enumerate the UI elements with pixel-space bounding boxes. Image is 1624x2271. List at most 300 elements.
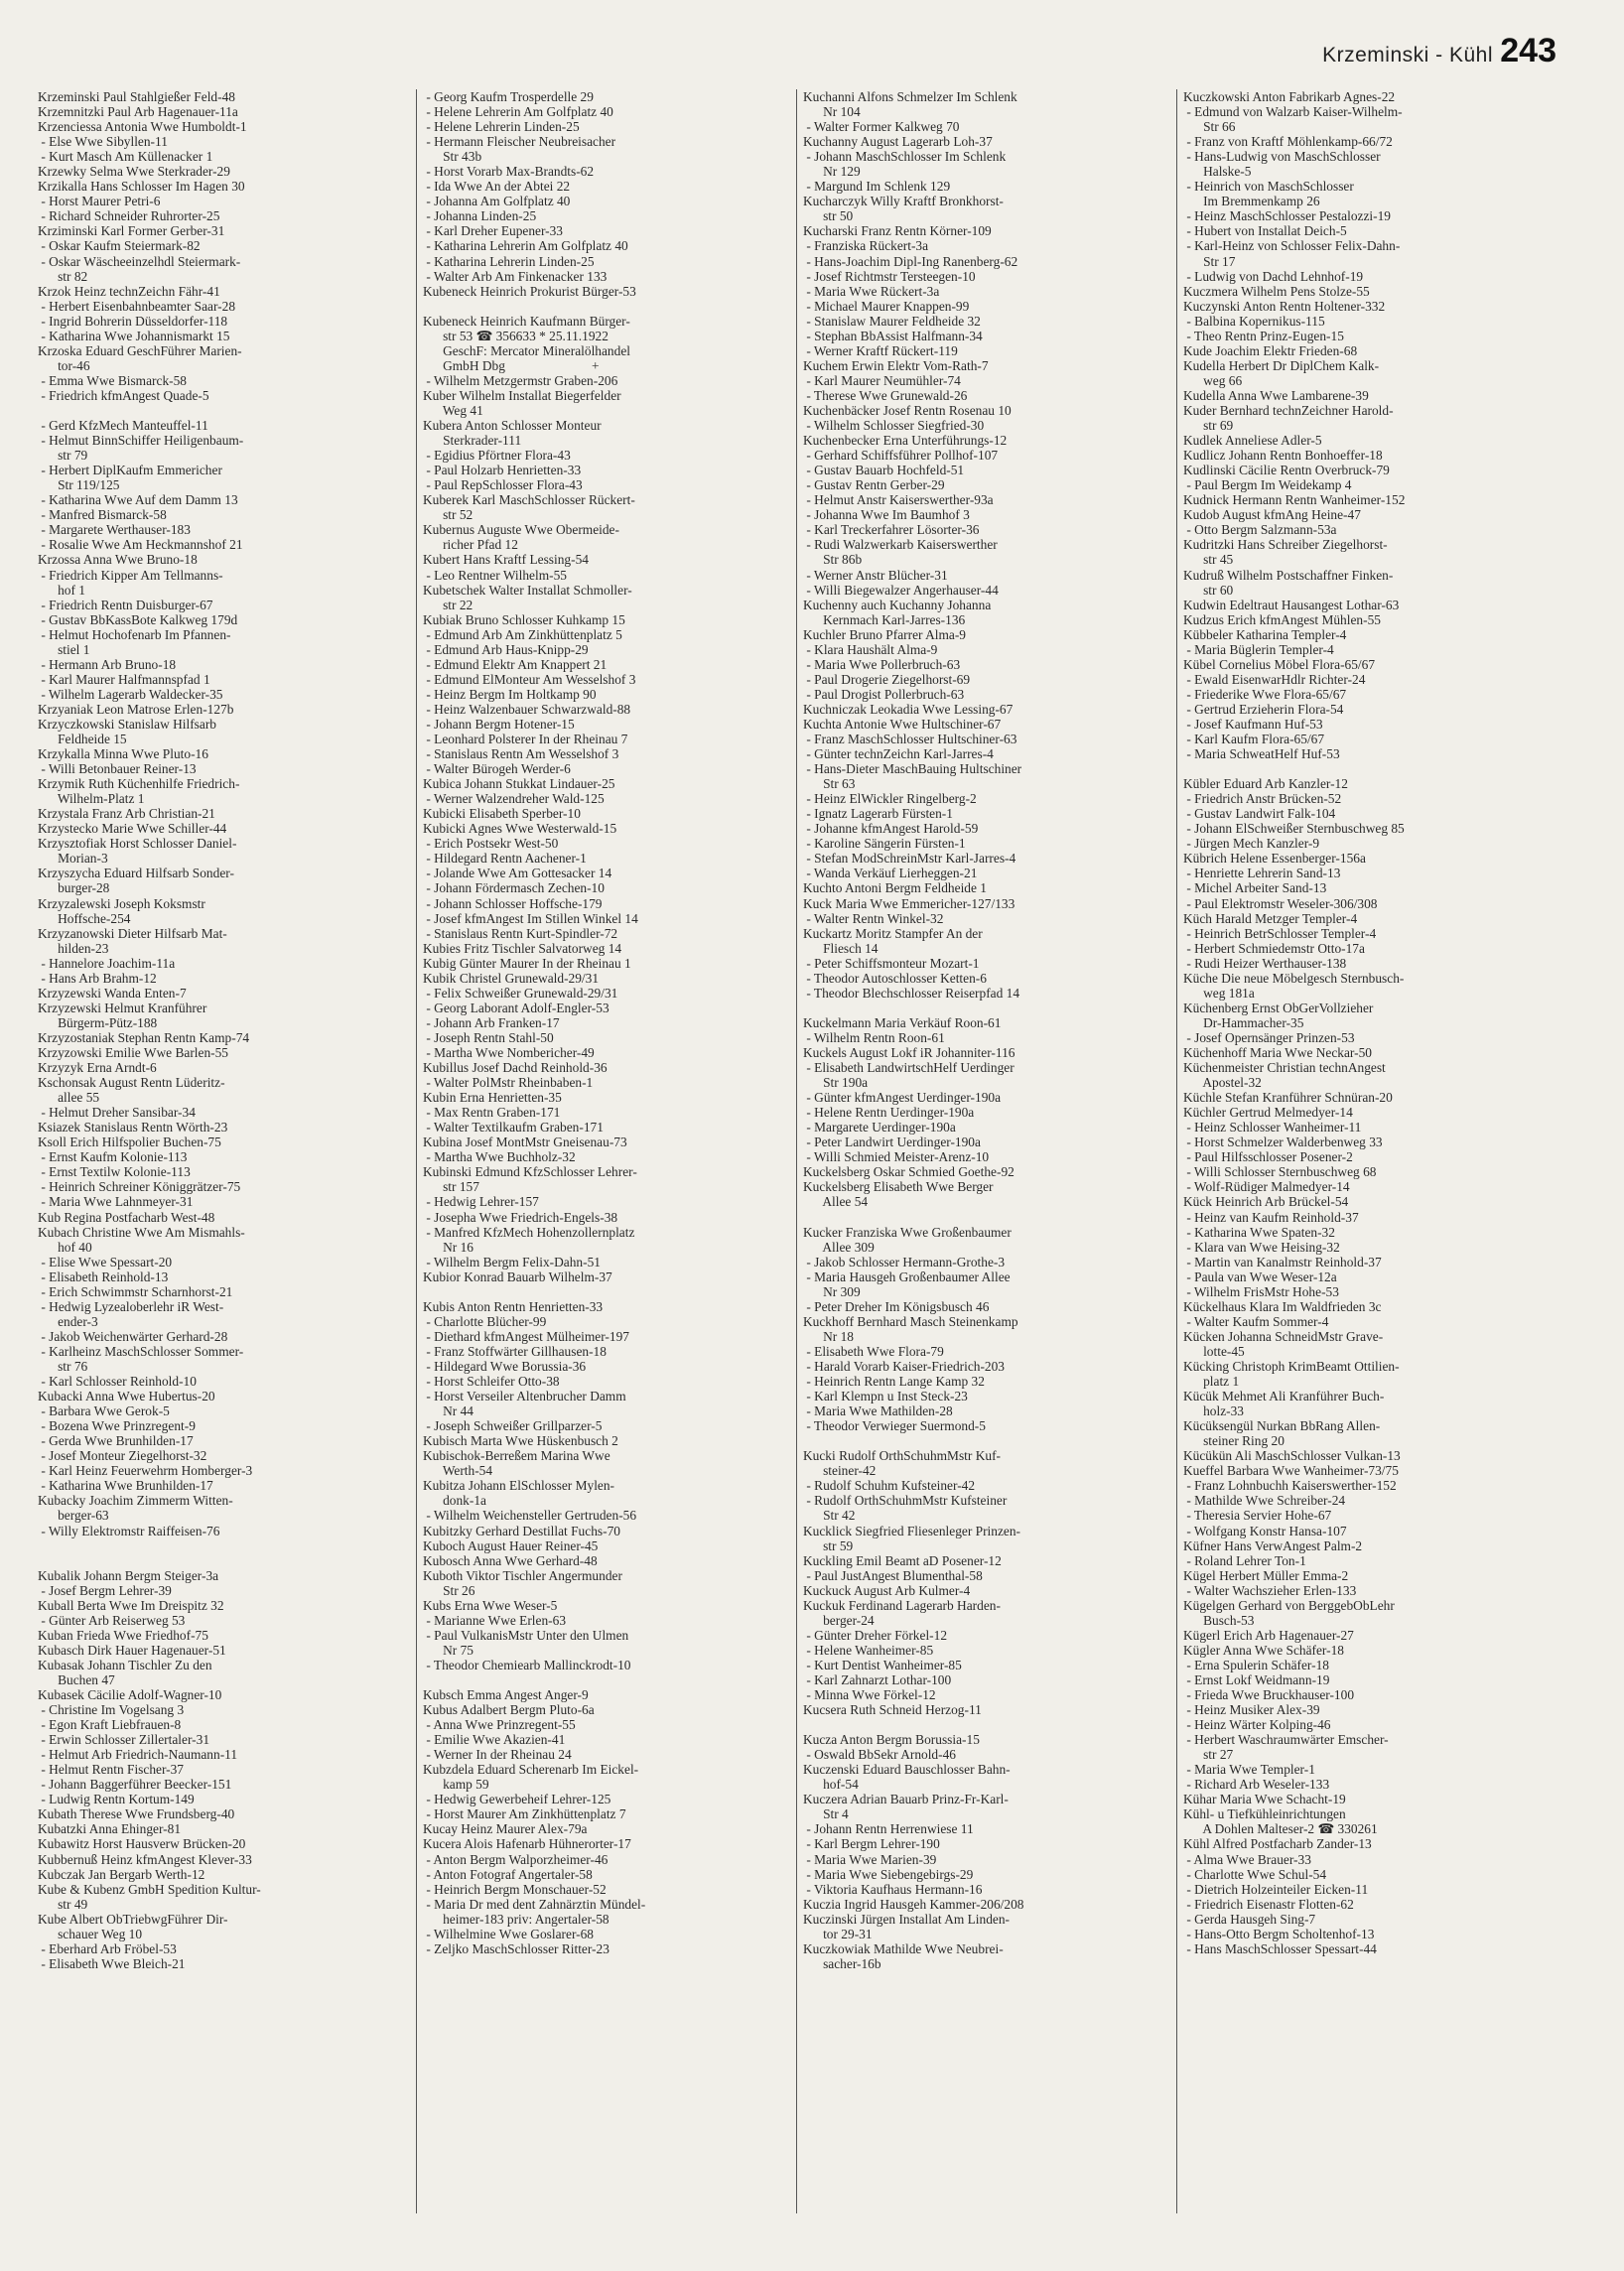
directory-entry: Krzewky Selma Wwe Sterkrader-29	[38, 164, 230, 180]
directory-entry: - Friedrich Anstr Brücken-52	[1183, 791, 1342, 807]
directory-entry: Kubs Erna Wwe Weser-5	[423, 1597, 558, 1613]
directory-entry: - Martin van Kanalmstr Reinhold-37	[1183, 1254, 1382, 1269]
directory-entry: - Heinz van Kaufm Reinhold-37	[1183, 1209, 1359, 1225]
directory-entry: Busch-53	[1183, 1612, 1255, 1628]
directory-entry: Krzikalla Hans Schlosser Im Hagen 30	[38, 179, 245, 195]
directory-entry: - Hans-Ludwig von MaschSchlosser	[1183, 149, 1381, 165]
directory-entry: - Hildegard Rentn Aachener-1	[423, 851, 587, 867]
directory-entry: - Willi Schlosser Sternbuschweg 68	[1183, 1164, 1377, 1180]
directory-entry: Im Bremmenkamp 26	[1183, 194, 1320, 209]
directory-entry: Kübel Cornelius Möbel Flora-65/67	[1183, 656, 1376, 672]
directory-entry: - Rudolf OrthSchuhmMstr Kufsteiner	[803, 1493, 1008, 1509]
directory-entry: - Leonhard Polsterer In der Rheinau 7	[423, 732, 628, 747]
directory-entry: - Harald Vorarb Kaiser-Friedrich-203	[803, 1358, 1006, 1374]
directory-entry: - Herbert Schmiedemstr Otto-17a	[1183, 940, 1365, 956]
directory-entry: - Anton Fotograf Angertaler-58	[423, 1866, 593, 1882]
directory-entry: - Hannelore Joachim-11a	[38, 955, 176, 971]
directory-entry: - Gerda Hausgeh Sing-7	[1183, 1911, 1316, 1927]
directory-entry: - Helene Lehrerin Linden-25	[423, 119, 580, 135]
directory-entry: - Heinz ElWickler Ringelberg-2	[803, 791, 977, 807]
directory-entry: - Horst Maurer Petri-6	[38, 194, 161, 209]
directory-entry: Nr 309	[803, 1283, 861, 1299]
header-running-title: Krzeminski - Kühl	[1322, 44, 1493, 67]
directory-entry: Krzeminski Paul Stahlgießer Feld-48	[38, 89, 235, 104]
directory-entry: Morian-3	[38, 851, 108, 867]
directory-entry: - Josef Opernsänger Prinzen-53	[1183, 1029, 1355, 1045]
directory-entry: Kubitza Johann ElSchlosser Mylen-	[423, 1478, 615, 1494]
directory-entry: - Karl Dreher Eupener-33	[423, 223, 564, 239]
directory-entry: - Marianne Wwe Erlen-63	[423, 1612, 567, 1628]
directory-entry: - Horst Schmelzer Walderbenweg 33	[1183, 1135, 1383, 1150]
directory-entry: Kücken Johanna SchneidMstr Grave-	[1183, 1328, 1384, 1344]
directory-entry: - Bozena Wwe Prinzregent-9	[38, 1418, 196, 1434]
directory-entry: Kühl- u Tiefkühleinrichtungen	[1183, 1806, 1346, 1822]
directory-entry: ender-3	[38, 1313, 98, 1329]
directory-entry: Kuckling Emil Beamt aD Posener-12	[803, 1552, 1002, 1568]
directory-entry: - Hubert von Installat Deich-5	[1183, 223, 1347, 239]
directory-entry: - Paul RepSchlosser Flora-43	[423, 477, 583, 493]
directory-entry: - Heinz Walzenbauer Schwarzwald-88	[423, 701, 631, 717]
directory-entry: Kuchenny auch Kuchanny Johanna	[803, 597, 992, 612]
directory-entry: - Max Rentn Graben-171	[423, 1105, 561, 1121]
directory-entry: - Franz MaschSchlosser Hultschiner-63	[803, 732, 1017, 747]
directory-entry: - Elisabeth Reinhold-13	[38, 1269, 169, 1284]
directory-entry: - Hildegard Wwe Borussia-36	[423, 1358, 587, 1374]
directory-entry: Kubatzki Anna Ehinger-81	[38, 1821, 182, 1837]
directory-entry: Kucay Heinz Maurer Alex-79a	[423, 1821, 588, 1837]
directory-entry: - Günter Arb Reiserweg 53	[38, 1612, 186, 1628]
directory-entry: - Paul JustAngest Blumenthal-58	[803, 1567, 983, 1583]
directory-entry: heimer-183 priv: Angertaler-58	[423, 1911, 609, 1927]
directory-entry: Krzymik Ruth Küchenhilfe Friedrich-	[38, 776, 240, 792]
directory-entry: - Walter Arb Am Finkenacker 133	[423, 268, 608, 284]
directory-entry: - Katharina Wwe Auf dem Damm 13	[38, 492, 238, 508]
directory-entry: - Katharina Wwe Brunhilden-17	[38, 1478, 213, 1494]
directory-entry: - Eberhard Arb Fröbel-53	[38, 1940, 177, 1956]
directory-entry: - Elisabeth LandwirtschHelf Uerdinger	[803, 1060, 1015, 1076]
directory-entry: Kubasak Johann Tischler Zu den	[38, 1657, 212, 1672]
directory-entry: Kubinski Edmund KfzSchlosser Lehrer-	[423, 1164, 637, 1180]
directory-entry: str 60	[1183, 582, 1234, 598]
directory-entry: - Klara van Wwe Heising-32	[1183, 1239, 1340, 1255]
directory-entry: - Georg Laborant Adolf-Engler-53	[423, 1000, 609, 1015]
directory-entry: - Paul Hilfsschlosser Posener-2	[1183, 1149, 1353, 1165]
directory-entry: - Richard Arb Weseler-133	[1183, 1777, 1330, 1793]
directory-entry: - Martha Wwe Nombericher-49	[423, 1045, 595, 1060]
directory-entry: - Ludwig von Dachd Lehnhof-19	[1183, 268, 1364, 284]
directory-entry: - Wilhelm Metzgermstr Graben-206	[423, 372, 618, 388]
directory-entry: Krziminski Karl Former Gerber-31	[38, 223, 225, 239]
directory-entry: Kubalik Johann Bergm Steiger-3a	[38, 1567, 219, 1583]
directory-entry: - Christine Im Vogelsang 3	[38, 1702, 185, 1718]
directory-entry: Nr 75	[423, 1642, 474, 1658]
directory-entry: - Alma Wwe Brauer-33	[1183, 1851, 1311, 1867]
directory-entry: burger-28	[38, 880, 110, 896]
directory-entry	[803, 1210, 1170, 1225]
directory-entry: hof 1	[38, 582, 85, 598]
directory-entry: Kudruß Wilhelm Postschaffner Finken-	[1183, 567, 1394, 583]
directory-entry: Kudzus Erich kfmAngest Mühlen-55	[1183, 611, 1381, 627]
directory-entry: Kubert Hans Kraftf Lessing-54	[423, 552, 589, 568]
directory-entry: Kubbernuß Heinz kfmAngest Klever-33	[38, 1851, 252, 1867]
directory-entry: - Karl Kaufm Flora-65/67	[1183, 732, 1325, 747]
directory-entry: - Franz Lohnbuchh Kaiserswerther-152	[1183, 1478, 1397, 1494]
directory-entry: Kudritzki Hans Schreiber Ziegelhorst-	[1183, 537, 1388, 553]
directory-entry: Nr 16	[423, 1239, 474, 1255]
directory-entry: Kuberek Karl MaschSchlosser Rückert-	[423, 492, 635, 508]
directory-entry: - Johann ElSchweißer Sternbuschweg 85	[1183, 821, 1405, 837]
directory-entry: - Karlheinz MaschSchlosser Sommer-	[38, 1343, 244, 1359]
directory-entry: - Georg Kaufm Trosperdelle 29	[423, 89, 594, 104]
directory-column-4	[1176, 89, 1556, 2213]
directory-entry: - Willy Elektromstr Raiffeisen-76	[38, 1523, 220, 1538]
directory-entry: - Franz Stoffwärter Gillhausen-18	[423, 1343, 607, 1359]
directory-entry: str 22	[423, 597, 474, 612]
directory-entry: - Rosalie Wwe Am Heckmannshof 21	[38, 537, 243, 553]
directory-entry: - Walter Wachszieher Erlen-133	[1183, 1582, 1357, 1598]
directory-entry: - Balbina Kopernikus-115	[1183, 313, 1325, 329]
directory-entry: berger-24	[803, 1612, 875, 1628]
directory-entry: - Erna Spulerin Schäfer-18	[1183, 1657, 1329, 1672]
directory-entry: - Ernst Lokf Weidmann-19	[1183, 1671, 1330, 1687]
directory-entry: - Karl Maurer Halfmannspfad 1	[38, 671, 210, 687]
directory-entry: Feldheide 15	[38, 732, 127, 747]
directory-entry: Kügelgen Gerhard von BerggebObLehr	[1183, 1597, 1395, 1613]
directory-entry: Kudella Anna Wwe Lambarene-39	[1183, 387, 1369, 403]
directory-entry: Kubin Erna Henrietten-35	[423, 1090, 562, 1106]
directory-entry: - Heinrich Rentn Lange Kamp 32	[803, 1374, 985, 1390]
directory-entry: - Friedrich kfmAngest Quade-5	[38, 387, 209, 403]
directory-entry: - Anna Wwe Prinzregent-55	[423, 1717, 576, 1733]
directory-entry: - Johann Arb Franken-17	[423, 1014, 560, 1030]
directory-entry: - Hans-Otto Bergm Scholtenhof-13	[1183, 1926, 1375, 1941]
directory-entry: - Oswald BbSekr Arnold-46	[803, 1747, 956, 1763]
directory-entry: - Else Wwe Sibyllen-11	[38, 134, 168, 150]
directory-entry: - Josef Kaufmann Huf-53	[1183, 716, 1323, 732]
directory-entry: Kuchto Antoni Bergm Feldheide 1	[803, 880, 987, 896]
directory-entry: - Heinz Musiker Alex-39	[1183, 1702, 1320, 1718]
directory-entry: Kubicki Elisabeth Sperber-10	[423, 806, 581, 822]
directory-entry: - Karl-Heinz von Schlosser Felix-Dahn-	[1183, 238, 1401, 254]
directory-entry: str 79	[38, 448, 88, 464]
directory-entry: - Rudi Walzwerkarb Kaiserswerther	[803, 537, 998, 553]
directory-entry: Nr 104	[803, 104, 861, 120]
directory-entry: Kügerl Erich Arb Hagenauer-27	[1183, 1627, 1354, 1643]
directory-entry: - Karl Schlosser Reinhold-10	[38, 1374, 197, 1390]
directory-entry: - Günter technZeichn Karl-Jarres-4	[803, 746, 994, 762]
directory-entry: Buchen 47	[38, 1671, 115, 1687]
directory-entry: Kudlicz Johann Rentn Bonhoeffer-18	[1183, 448, 1383, 464]
directory-entry: Krzossa Anna Wwe Bruno-18	[38, 552, 198, 568]
directory-entry: Ksiazek Stanislaus Rentn Wörth-23	[38, 1120, 228, 1136]
directory-entry: - Heinrich Schreiner Königgrätzer-75	[38, 1179, 241, 1195]
directory-entry: Kubina Josef MontMstr Gneisenau-73	[423, 1135, 627, 1150]
directory-entry: - Margund Im Schlenk 129	[803, 179, 951, 195]
directory-entry: - Erich Schwimmstr Scharnhorst-21	[38, 1283, 233, 1299]
directory-entry: - Johann Rentn Herrenwiese 11	[803, 1821, 974, 1837]
directory-entry: - Jürgen Mech Kanzler-9	[1183, 836, 1320, 852]
directory-entry: - Stanislaus Rentn Am Wesselshof 3	[423, 746, 619, 762]
directory-entry: Str 63	[803, 776, 856, 792]
directory-entry: - Wilhelmine Wwe Goslarer-68	[423, 1926, 594, 1941]
directory-entry: Küch Harald Metzger Templer-4	[1183, 910, 1358, 926]
directory-entry: - Anton Bergm Walporzheimer-46	[423, 1851, 609, 1867]
directory-entry: - Josef kfmAngest Im Stillen Winkel 14	[423, 910, 638, 926]
directory-entry: - Michael Maurer Knappen-99	[803, 298, 970, 314]
directory-entry: - Hermann Arb Bruno-18	[38, 656, 177, 672]
directory-entry: - Heinrich BetrSchlosser Templer-4	[1183, 925, 1377, 941]
directory-entry: - Hermann Fleischer Neubreisacher	[423, 134, 616, 150]
directory-entry: - Egon Kraft Liebfrauen-8	[38, 1717, 182, 1733]
directory-entry: - Johann MaschSchlosser Im Schlenk	[803, 149, 1007, 165]
directory-entry: - Theodor Blechschlosser Reiserpfad 14	[803, 985, 1020, 1001]
directory-entry: - Walter Bürogeh Werder-6	[423, 761, 571, 777]
directory-entry: - Josef Monteur Ziegelhorst-32	[38, 1448, 207, 1464]
directory-entry: Str 86b	[803, 552, 863, 568]
directory-entry: - Karl Treckerfahrer Lösorter-36	[803, 522, 980, 538]
directory-entry: - Johanna Am Golfplatz 40	[423, 194, 571, 209]
directory-entry: - Jolande Wwe Am Gottesacker 14	[423, 866, 612, 881]
directory-entry: Küchenhoff Maria Wwe Neckar-50	[1183, 1045, 1372, 1060]
directory-entry: - Zeljko MaschSchlosser Ritter-23	[423, 1940, 609, 1956]
directory-entry: - Maria Dr med dent Zahnärztin Mündel-	[423, 1896, 646, 1912]
directory-entry: - Rudolf Schuhm Kufsteiner-42	[803, 1478, 976, 1494]
directory-entry: - Johann Fördermasch Zechen-10	[423, 880, 605, 896]
directory-entry: - Michel Arbeiter Sand-13	[1183, 880, 1327, 896]
directory-entry: Kuber Wilhelm Installat Biegerfelder	[423, 387, 621, 403]
directory-entry: Kücük Mehmet Ali Kranführer Buch-	[1183, 1389, 1385, 1404]
directory-entry: Kschonsak August Rentn Lüderitz-	[38, 1075, 225, 1091]
directory-entry: Kücüksengül Nurkan BbRang Allen-	[1183, 1418, 1381, 1434]
directory-entry: - Horst Maurer Am Zinkhüttenplatz 7	[423, 1806, 626, 1822]
directory-entry: - Heinrich Bergm Monschauer-52	[423, 1881, 607, 1897]
directory-entry: - Paul Drogist Pollerbruch-63	[803, 686, 965, 702]
directory-entry: - Helmut Hochofenarb Im Pfannen-	[38, 626, 231, 642]
directory-entry: Kucki Rudolf OrthSchuhmMstr Kuf-	[803, 1448, 1001, 1464]
directory-entry: Kudlinski Cäcilie Rentn Overbruck-79	[1183, 463, 1390, 478]
directory-entry: - Walter PolMstr Rheinbaben-1	[423, 1075, 594, 1091]
directory-entry: - Franz von Kraftf Möhlenkamp-66/72	[1183, 134, 1393, 150]
directory-entry: Kucker Franziska Wwe Großenbaumer	[803, 1224, 1012, 1240]
directory-entry: - Kurt Dentist Wanheimer-85	[803, 1657, 962, 1672]
directory-entry: str 53 ☎ 356633 * 25.11.1922	[423, 328, 609, 343]
directory-entry	[803, 1433, 1170, 1448]
directory-entry: Kubacki Anna Wwe Hubertus-20	[38, 1389, 215, 1404]
directory-entry: steiner Ring 20	[1183, 1433, 1285, 1449]
directory-entry: Kübrich Helene Essenberger-156a	[1183, 851, 1366, 867]
directory-entry: - Helmut Arb Friedrich-Naumann-11	[38, 1747, 238, 1763]
directory-entry: - Maria Büglerin Templer-4	[1183, 641, 1334, 657]
directory-entry: Krzok Heinz technZeichn Fähr-41	[38, 283, 220, 299]
directory-entry: Kuchenbäcker Josef Rentn Rosenau 10	[803, 402, 1012, 418]
directory-entry: - Helmut Dreher Sansibar-34	[38, 1105, 196, 1121]
directory-entry: Kucera Alois Hafenarb Hühnerorter-17	[423, 1836, 631, 1852]
directory-entry: Kuball Berta Wwe Im Dreispitz 32	[38, 1597, 224, 1613]
directory-entry: Kuckelsberg Oskar Schmied Goethe-92	[803, 1164, 1015, 1180]
directory-entry: - Hedwig Gewerbeheif Lehrer-125	[423, 1792, 611, 1807]
directory-entry	[1183, 761, 1551, 776]
directory-entry: Kubath Therese Wwe Frundsberg-40	[38, 1806, 235, 1822]
directory-entry: - Joseph Schweißer Grillparzer-5	[423, 1418, 603, 1434]
directory-entry: - Ignatz Lagerarb Fürsten-1	[803, 806, 953, 822]
directory-entry: - Wolfgang Konstr Hansa-107	[1183, 1523, 1347, 1538]
directory-entry: - Charlotte Blücher-99	[423, 1313, 547, 1329]
directory-entry: donk-1a	[423, 1493, 486, 1509]
directory-entry: - Maria Wwe Marien-39	[803, 1851, 937, 1867]
directory-entry: - Karl Bergm Lehrer-190	[803, 1836, 940, 1852]
directory-entry: - Stanislaus Rentn Kurt-Spindler-72	[423, 925, 618, 941]
directory-entry: - Herbert Waschraumwärter Emscher-	[1183, 1732, 1389, 1748]
directory-entry: stiel 1	[38, 641, 90, 657]
directory-entry: Apostel-32	[1183, 1075, 1262, 1091]
directory-entry: Dr-Hammacher-35	[1183, 1014, 1304, 1030]
directory-entry: - Paul VulkanisMstr Unter den Ulmen	[423, 1627, 629, 1643]
directory-entry: Kücking Christoph KrimBeamt Ottilien-	[1183, 1358, 1400, 1374]
directory-entry: Hoffsche-254	[38, 910, 131, 926]
directory-entry: - Gustav Bauarb Hochfeld-51	[803, 463, 965, 478]
directory-entry	[803, 1717, 1170, 1732]
directory-entry: Kuckuk Ferdinand Lagerarb Harden-	[803, 1597, 1001, 1613]
directory-entry: Kuckelsberg Elisabeth Wwe Berger	[803, 1179, 994, 1195]
directory-entry: Str 66	[1183, 119, 1236, 135]
directory-entry: Kück Heinrich Arb Brückel-54	[1183, 1194, 1349, 1210]
directory-entry: - Maria Wwe Templer-1	[1183, 1762, 1315, 1778]
directory-entry: - Richard Schneider Ruhrorter-25	[38, 208, 220, 224]
directory-entry: Kuchanny August Lagerarb Loh-37	[803, 134, 993, 150]
directory-entry: allee 55	[38, 1090, 100, 1106]
directory-entry: - Walter Rentn Winkel-32	[803, 910, 944, 926]
directory-entry: - Klara Haushält Alma-9	[803, 641, 938, 657]
directory-entry: - Maria SchweatHelf Huf-53	[1183, 746, 1340, 762]
directory-entry: - Horst Vorarb Max-Brandts-62	[423, 164, 595, 180]
directory-entry: - Theodor Chemiearb Mallinckrodt-10	[423, 1657, 631, 1672]
directory-entry: - Wilhelm Lagerarb Waldecker-35	[38, 686, 223, 702]
directory-entry: Kuckels August Lokf iR Johanniter-116	[803, 1045, 1015, 1060]
directory-entry: Kernmach Karl-Jarres-136	[803, 611, 966, 627]
directory-entry: - Friedrich Rentn Duisburger-67	[38, 597, 213, 612]
directory-entry: Kuczera Adrian Bauarb Prinz-Fr-Karl-	[803, 1792, 1009, 1807]
directory-entry: Kubetschek Walter Installat Schmoller-	[423, 582, 632, 598]
directory-entry: - Karl Heinz Feuerwehrm Homberger-3	[38, 1463, 253, 1479]
directory-entry: Kucsera Ruth Schneid Herzog-11	[803, 1702, 982, 1718]
directory-entry: - Hans MaschSchlosser Spessart-44	[1183, 1940, 1377, 1956]
directory-column-1	[36, 89, 416, 2213]
directory-entry: - Maria Wwe Pollerbruch-63	[803, 656, 961, 672]
directory-entry: - Walter Kaufm Sommer-4	[1183, 1313, 1329, 1329]
directory-entry: GeschF: Mercator Mineralölhandel	[423, 342, 630, 358]
directory-entry: - Karl Maurer Neumühler-74	[803, 372, 961, 388]
directory-entry: - Manfred KfzMech Hohenzollernplatz	[423, 1224, 635, 1240]
directory-entry: - Edmund Arb Haus-Knipp-29	[423, 641, 589, 657]
directory-entry: Kubosch Anna Wwe Gerhard-48	[423, 1552, 598, 1568]
directory-entry: Str 190a	[803, 1075, 869, 1091]
directory-entry: - Gertrud Erzieherin Flora-54	[1183, 701, 1344, 717]
directory-entry: Krzyzanowski Dieter Hilfsarb Mat-	[38, 925, 227, 941]
directory-entry: - Peter Dreher Im Königsbusch 46	[803, 1298, 990, 1314]
directory-entry: - Heinz Wärter Kolping-46	[1183, 1717, 1331, 1733]
directory-entry: - Elisabeth Wwe Bleich-21	[38, 1955, 186, 1971]
directory-entry: Kubeneck Heinrich Prokurist Bürger-53	[423, 283, 636, 299]
directory-entry: Kudella Herbert Dr DiplChem Kalk-	[1183, 357, 1380, 373]
directory-entry: - Charlotte Wwe Schul-54	[1183, 1866, 1327, 1882]
directory-entry: - Maria Wwe Lahnmeyer-31	[38, 1194, 194, 1210]
directory-entry: - Friederike Wwe Flora-65/67	[1183, 686, 1347, 702]
directory-entry: - Wilhelm Schlosser Siegfried-30	[803, 418, 985, 434]
directory-entry: str 69	[1183, 418, 1234, 434]
directory-entry: schauer Weg 10	[38, 1926, 143, 1941]
directory-entry: Weg 41	[423, 402, 483, 418]
directory-entry: Kühar Maria Wwe Schacht-19	[1183, 1792, 1346, 1807]
directory-entry: Kube & Kubenz GmbH Spedition Kultur-	[38, 1881, 261, 1897]
directory-entry: - Minna Wwe Förkel-12	[803, 1687, 936, 1703]
directory-entry: - Therese Wwe Grunewald-26	[803, 387, 968, 403]
directory-entry: Kuczenski Eduard Bauschlosser Bahn-	[803, 1762, 1011, 1778]
directory-entry: - Diethard kfmAngest Mülheimer-197	[423, 1328, 629, 1344]
directory-entry: Kubera Anton Schlosser Monteur	[423, 418, 602, 434]
directory-entry: Kuchenbecker Erna Unterführungs-12	[803, 433, 1008, 449]
directory-entry: Kücükün Ali MaschSchlosser Vulkan-13	[1183, 1448, 1401, 1464]
directory-entry: - Wolf-Rüdiger Malmedyer-14	[1183, 1179, 1350, 1195]
directory-entry: - Günter Dreher Förkel-12	[803, 1627, 948, 1643]
directory-entry: - Karl Zahnarzt Lothar-100	[803, 1671, 952, 1687]
directory-entry: Krzykalla Minna Wwe Pluto-16	[38, 746, 208, 762]
directory-entry: GmbH Dbg +	[423, 357, 600, 373]
directory-entry: Kühl Alfred Postfacharb Zander-13	[1183, 1836, 1372, 1852]
directory-entry: - Helene Lehrerin Am Golfplatz 40	[423, 104, 613, 120]
directory-entry: - Oskar Wäscheeinzelhdl Steiermark-	[38, 253, 241, 269]
directory-entry: - Theresia Servier Hohe-67	[1183, 1508, 1332, 1524]
page-header	[40, 28, 1556, 75]
directory-entry: Küchler Gertrud Melmedyer-14	[1183, 1105, 1353, 1121]
directory-entry: Kuckartz Moritz Stampfer An der	[803, 925, 983, 941]
directory-entry: - Maria Wwe Mathilden-28	[803, 1403, 953, 1419]
directory-entry: Sterkrader-111	[423, 433, 522, 449]
directory-entry: Nr 129	[803, 164, 861, 180]
directory-entry: Kuckhoff Bernhard Masch Steinenkamp	[803, 1313, 1018, 1329]
directory-entry: - Hedwig Lyzealoberlehr iR West-	[38, 1298, 224, 1314]
directory-entry: Kubus Adalbert Bergm Pluto-6a	[423, 1702, 595, 1718]
directory-entry: Kuczmera Wilhelm Pens Stolze-55	[1183, 283, 1370, 299]
directory-entry: - Elise Wwe Spessart-20	[38, 1254, 173, 1269]
directory-entry: - Helmut Rentn Fischer-37	[38, 1762, 185, 1778]
directory-column-3	[796, 89, 1176, 2213]
directory-entry: Kubig Günter Maurer In der Rheinau 1	[423, 955, 631, 971]
directory-entry: Kuchler Bruno Pfarrer Alma-9	[803, 626, 966, 642]
directory-entry: - Karl Klempn u Inst Steck-23	[803, 1389, 968, 1404]
directory-entry: - Paul Elektromstr Weseler-306/308	[1183, 895, 1378, 911]
directory-entry: - Edmund Elektr Am Knappert 21	[423, 656, 608, 672]
directory-entry: - Helmut Anstr Kaiserswerther-93a	[803, 492, 994, 508]
directory-entry: - Johanne kfmAngest Harold-59	[803, 821, 979, 837]
directory-entry: Krzyzostaniak Stephan Rentn Kamp-74	[38, 1029, 250, 1045]
directory-entry: - Stephan BbAssist Halfmann-34	[803, 328, 983, 343]
directory-entry: - Helene Rentn Uerdinger-190a	[803, 1105, 975, 1121]
directory-entry: lotte-45	[1183, 1343, 1245, 1359]
directory-entry: Fliesch 14	[803, 940, 879, 956]
directory-entry: - Jakob Schlosser Hermann-Grothe-3	[803, 1254, 1006, 1269]
directory-entry: Kube Albert ObTriebwgFührer Dir-	[38, 1911, 228, 1927]
header-page-number: 243	[1500, 32, 1556, 69]
directory-entry: - Franziska Rückert-3a	[803, 238, 929, 254]
directory-entry: str 49	[38, 1896, 88, 1912]
directory-entry: - Katharina Lehrerin Linden-25	[423, 253, 595, 269]
directory-entry: steiner-42	[803, 1463, 877, 1479]
directory-entry: str 45	[1183, 552, 1234, 568]
directory-entry: weg 66	[1183, 372, 1243, 388]
directory-entry: berger-63	[38, 1508, 109, 1524]
directory-entry: str 52	[423, 507, 474, 523]
directory-entry: Kuczynski Anton Rentn Holtener-332	[1183, 298, 1386, 314]
